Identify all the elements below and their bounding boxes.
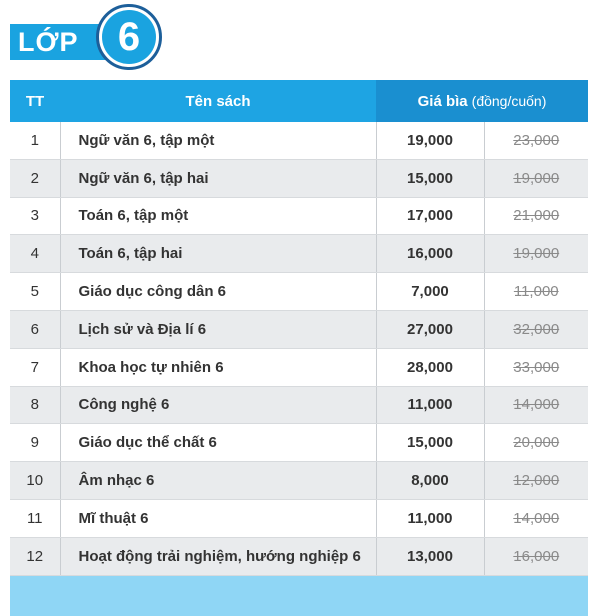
header-book-name: Tên sách [60, 80, 376, 122]
book-name: Lịch sử và Địa lí 6 [60, 310, 376, 348]
book-price: 28,000 [376, 348, 484, 386]
old-price: 12,000 [484, 462, 588, 500]
old-price: 21,000 [484, 197, 588, 235]
book-price: 13,000 [376, 537, 484, 575]
book-price: 7,000 [376, 273, 484, 311]
grade-badge [10, 4, 160, 70]
row-number: 10 [10, 462, 60, 500]
book-name: Công nghệ 6 [60, 386, 376, 424]
book-name: Mĩ thuật 6 [60, 499, 376, 537]
table-row [10, 310, 588, 348]
row-number: 8 [10, 386, 60, 424]
book-price: 19,000 [376, 122, 484, 159]
book-name: Giáo dục công dân 6 [60, 273, 376, 311]
book-name: Toán 6, tập một [60, 197, 376, 235]
book-name: Khoa học tự nhiên 6 [60, 348, 376, 386]
book-name: Ngữ văn 6, tập hai [60, 159, 376, 197]
header-price [376, 80, 588, 122]
grade-number: 6 [102, 10, 156, 64]
row-number: 11 [10, 499, 60, 537]
footer-cell [10, 575, 588, 616]
row-number: 6 [10, 310, 60, 348]
old-price: 14,000 [484, 499, 588, 537]
row-number: 2 [10, 159, 60, 197]
table-row [10, 537, 588, 575]
table-row [10, 197, 588, 235]
book-price: 27,000 [376, 310, 484, 348]
table-body [10, 122, 588, 616]
old-price: 11,000 [484, 273, 588, 311]
table-row [10, 273, 588, 311]
row-number: 12 [10, 537, 60, 575]
table-header-row [10, 80, 588, 122]
old-price: 23,000 [484, 122, 588, 159]
header-price-unit: (đồng/cuốn) [471, 92, 547, 109]
grade-label: LỚP [10, 24, 106, 60]
old-price: 32,000 [484, 310, 588, 348]
old-price: 16,000 [484, 537, 588, 575]
book-price: 15,000 [376, 424, 484, 462]
grade-circle [96, 4, 162, 70]
table-row [10, 424, 588, 462]
book-price: 8,000 [376, 462, 484, 500]
old-price: 14,000 [484, 386, 588, 424]
table-row [10, 499, 588, 537]
book-name: Âm nhạc 6 [60, 462, 376, 500]
table-row [10, 159, 588, 197]
table-row [10, 122, 588, 159]
book-price: 16,000 [376, 235, 484, 273]
old-price: 33,000 [484, 348, 588, 386]
table-row [10, 462, 588, 500]
header-price-label: Giá bìa [417, 92, 468, 110]
row-number: 1 [10, 122, 60, 159]
row-number: 3 [10, 197, 60, 235]
book-name: Toán 6, tập hai [60, 235, 376, 273]
table-row [10, 386, 588, 424]
row-number: 5 [10, 273, 60, 311]
row-number: 9 [10, 424, 60, 462]
table-row [10, 235, 588, 273]
row-number: 7 [10, 348, 60, 386]
header-tt: TT [10, 80, 60, 122]
book-price: 11,000 [376, 499, 484, 537]
book-price: 17,000 [376, 197, 484, 235]
table-footer-band [10, 575, 588, 616]
price-table-wrapper [10, 80, 588, 616]
table-row [10, 348, 588, 386]
book-price: 11,000 [376, 386, 484, 424]
old-price: 19,000 [484, 159, 588, 197]
book-name: Giáo dục thể chất 6 [60, 424, 376, 462]
price-table [10, 80, 588, 616]
row-number: 4 [10, 235, 60, 273]
old-price: 20,000 [484, 424, 588, 462]
book-name: Hoạt động trải nghiệm, hướng nghiệp 6 [60, 537, 376, 575]
book-name: Ngữ văn 6, tập một [60, 122, 376, 159]
book-price: 15,000 [376, 159, 484, 197]
old-price: 19,000 [484, 235, 588, 273]
